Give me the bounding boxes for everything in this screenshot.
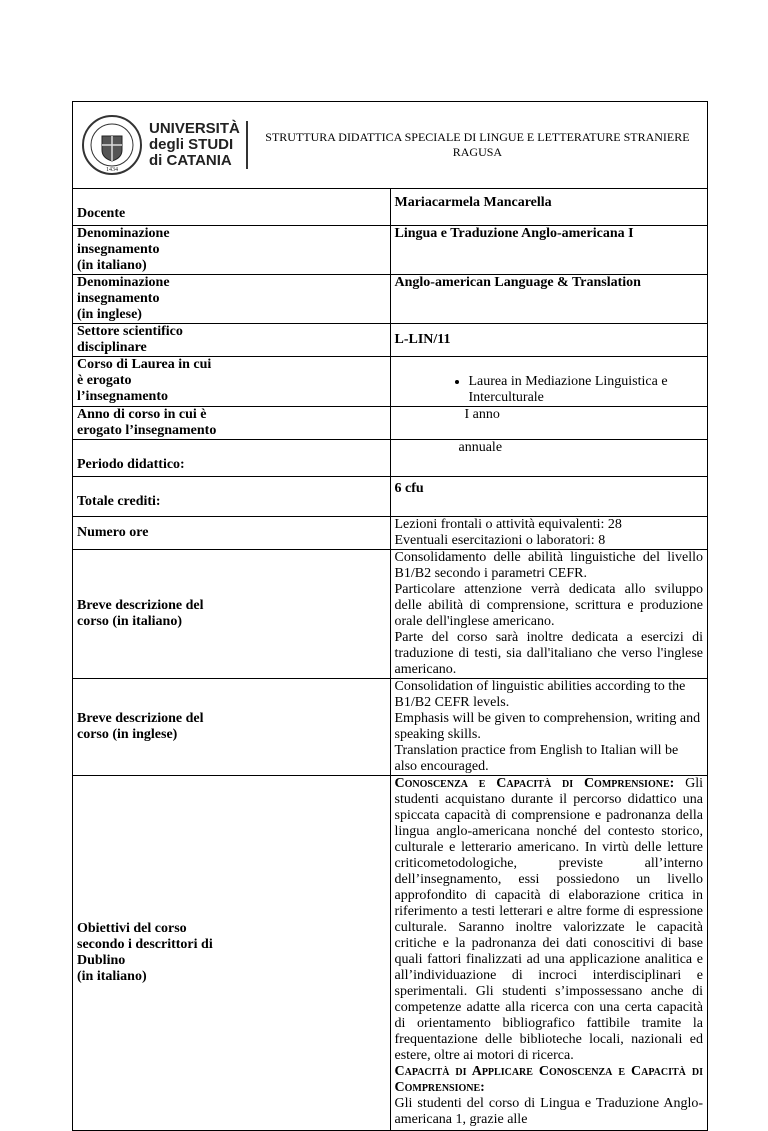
value-obiettivi: Conoscenza e Capacità di Comprensione: Gli studenti acquistano durante il percorso didattico una spiccata capacità di comprensione e padronanza della lingua anglo-americana nonché del contesto storico, culturale e letterario americano. In virtù delle letture criticometodologiche, previste all’interno dell’insegnamento, essi possiedono un livello approfondito di capacità di elaborazione critica in riferimento a testi letterari e altre forme di espressione culturale. Saranno inoltre valorizzate le capacità critiche e la padronanza dei dati conoscitivi di base quali fattori finalizzati ad una applicazione analitica e all’individuazione di incroci interdisciplinari e sperimentali. Gli studenti s’impossessano anche di competenze adatte alla ricerca con una certa capacità di orientamento bibliografico fattibile tramite la frequentazione delle biblioteche locali, nazionali ed estere, oltre ai motori di ricerca. Capacità di Applicare Conoscenza e Capacità di Comprensione: Gli studenti del corso di Lingua e Traduzione Anglo-americana 1, grazie alle	[390, 776, 708, 1131]
corso-item: • Laurea in Mediazione Linguistica e Interculturale	[469, 374, 704, 406]
university-logo	[81, 114, 248, 176]
value-ore: Lezioni frontali o attività equivalenti: 28 Eventuali esercitazioni o laboratori: 8	[390, 517, 708, 550]
row-crediti	[73, 477, 708, 517]
label-desc-it: Breve descrizione del corso (in italiano)	[73, 550, 391, 679]
struttura-title: STRUTTURA DIDATTICA SPECIALE DI LINGUE E LETTERATURE STRANIERE RAGUSA	[265, 130, 690, 159]
value-desc-en: Consolidation of linguistic abilities according to the B1/B2 CEFR levels. Emphasis will be given to comprehension, writing and speaking skills. Translation practice from English to Italian will be also encouraged.	[390, 679, 708, 776]
value-anno: I anno	[390, 407, 708, 440]
course-table	[72, 101, 708, 1131]
heading-conoscenza: Conoscenza e Capacità di Comprensione:	[394, 776, 675, 791]
value-den-en: Anglo-american Language & Translation	[390, 275, 708, 324]
value-corso	[390, 357, 708, 407]
label-crediti: Totale crediti:	[73, 477, 391, 517]
row-desc-it	[73, 550, 708, 679]
label-ore: Numero ore	[73, 517, 391, 550]
row-den-en	[73, 275, 708, 324]
course-sheet	[72, 101, 708, 1131]
value-crediti: 6 cfu	[390, 477, 708, 517]
label-den-en: Denominazione insegnamento (in inglese)	[73, 275, 391, 324]
value-settore: L-LIN/11	[390, 324, 708, 357]
label-obiettivi: Obiettivi del corso secondo i descrittori di Dublino (in italiano)	[73, 776, 391, 1131]
university-seal-icon	[81, 114, 143, 176]
label-anno: Anno di corso in cui è erogato l’insegnamento	[73, 407, 391, 440]
value-den-it: Lingua e Traduzione Anglo-americana I	[390, 226, 708, 275]
label-docente: Docente	[73, 189, 391, 226]
label-periodo: Periodo didattico:	[73, 440, 391, 477]
heading-applicare: Capacità di Applicare Conoscenza e Capacità di Comprensione:	[394, 1064, 703, 1095]
label-den-it: Denominazione insegnamento (in italiano)	[73, 226, 391, 275]
row-settore	[73, 324, 708, 357]
header-row	[73, 102, 708, 189]
value-docente: Mariacarmela Mancarella	[390, 189, 708, 226]
row-desc-en	[73, 679, 708, 776]
row-corso	[73, 357, 708, 407]
row-anno	[73, 407, 708, 440]
row-den-it	[73, 226, 708, 275]
row-ore	[73, 517, 708, 550]
label-settore: Settore scientifico disciplinare	[73, 324, 391, 357]
value-desc-it: Consolidamento delle abilità linguistiche del livello B1/B2 secondo i parametri CEFR. Particolare attenzione verrà dedicata allo sviluppo delle abilità di comprensione, scrittura e produzione orale dell'inglese americano. Parte del corso sarà inoltre dedicata a esercizi di traduzione di testi, sia dall'italiano che verso l'inglese americano.	[390, 550, 708, 679]
university-name: UNIVERSITÀ degli STUDI di CATANIA	[149, 121, 248, 169]
label-corso: Corso di Laurea in cui è erogato l’insegnamento	[73, 357, 391, 407]
seal-year: 1434	[106, 167, 118, 173]
row-periodo	[73, 440, 708, 477]
value-periodo: annuale	[390, 440, 708, 477]
row-docente	[73, 189, 708, 226]
row-obiettivi	[73, 776, 708, 1131]
header-cell	[73, 102, 708, 189]
label-desc-en: Breve descrizione del corso (in inglese)	[73, 679, 391, 776]
